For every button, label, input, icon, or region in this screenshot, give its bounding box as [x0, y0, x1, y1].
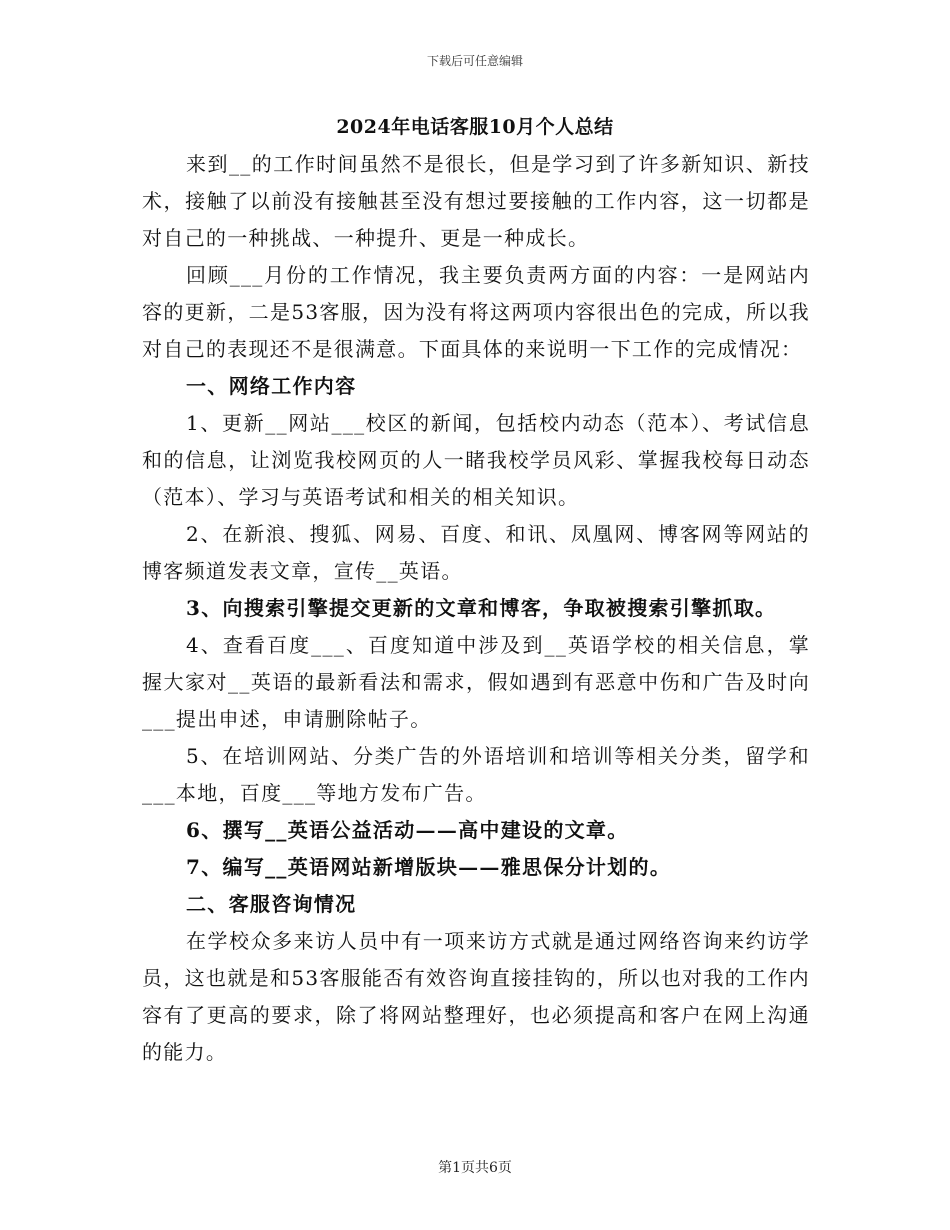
paragraph-item-6: 6、撰写__英语公益活动——高中建设的文章。 [186, 818, 629, 842]
header-note: 下载后可任意编辑 [426, 54, 523, 68]
page-number: 第1页共6页 [438, 1160, 512, 1176]
document-body [142, 146, 810, 1071]
paragraph-service: 在学校众多来访人员中有一项来访方式就是通过网络咨询来约访学员，这也就是和53客服能否有效咨询直接挂钩的，所以也对我的工作内容有了更高的要求，除了将网站整理好，也必须提高和客户在网上沟通的能力。 [142, 929, 810, 1064]
document-title: 2024年电话客服10月个人总结 [336, 116, 614, 138]
paragraph-item-5: 5、在培训网站、分类广告的外语培训和培训等相关分类，留学和___本地，百度___等地方发布广告。 [142, 744, 810, 805]
paragraph-item-3: 3、向搜索引擎提交更新的文章和博客，争取被搜索引擎抓取。 [186, 596, 777, 620]
paragraph-review: 回顾___月份的工作情况，我主要负责两方面的内容：一是网站内容的更新，二是53客服，因为没有将这两项内容很出色的完成，所以我对自己的表现还不是很满意。下面具体的来说明一下工作的完成情况： [142, 263, 810, 361]
paragraph-item-4: 4、查看百度___、百度知道中涉及到__英语学校的相关信息，掌握大家对__英语的最新看法和需求，假如遇到有恶意中伤和广告及时向___提出申述，申请删除帖子。 [142, 633, 810, 731]
paragraph-item-1: 1、更新__网站___校区的新闻，包括校内动态（范本）、考试信息和的信息，让浏览我校网页的人一睹我校学员风彩、掌握我校每日动态（范本）、学习与英语考试和相关的相关知识。 [142, 411, 810, 509]
paragraph-intro: 来到__的工作时间虽然不是很长，但是学习到了许多新知识、新技术，接触了以前没有接触甚至没有想过要接触的工作内容，这一切都是对自己的一种挑战、一种提升、更是一种成长。 [142, 152, 810, 250]
paragraph-item-7: 7、编写__英语网站新增版块——雅思保分计划的。 [186, 855, 672, 879]
paragraph-item-2: 2、在新浪、搜狐、网易、百度、和讯、凤凰网、博客网等网站的博客频道发表文章，宣传__英语。 [142, 522, 810, 583]
section-heading-network: 一、网络工作内容 [186, 374, 357, 398]
section-heading-service: 二、客服咨询情况 [186, 892, 357, 916]
